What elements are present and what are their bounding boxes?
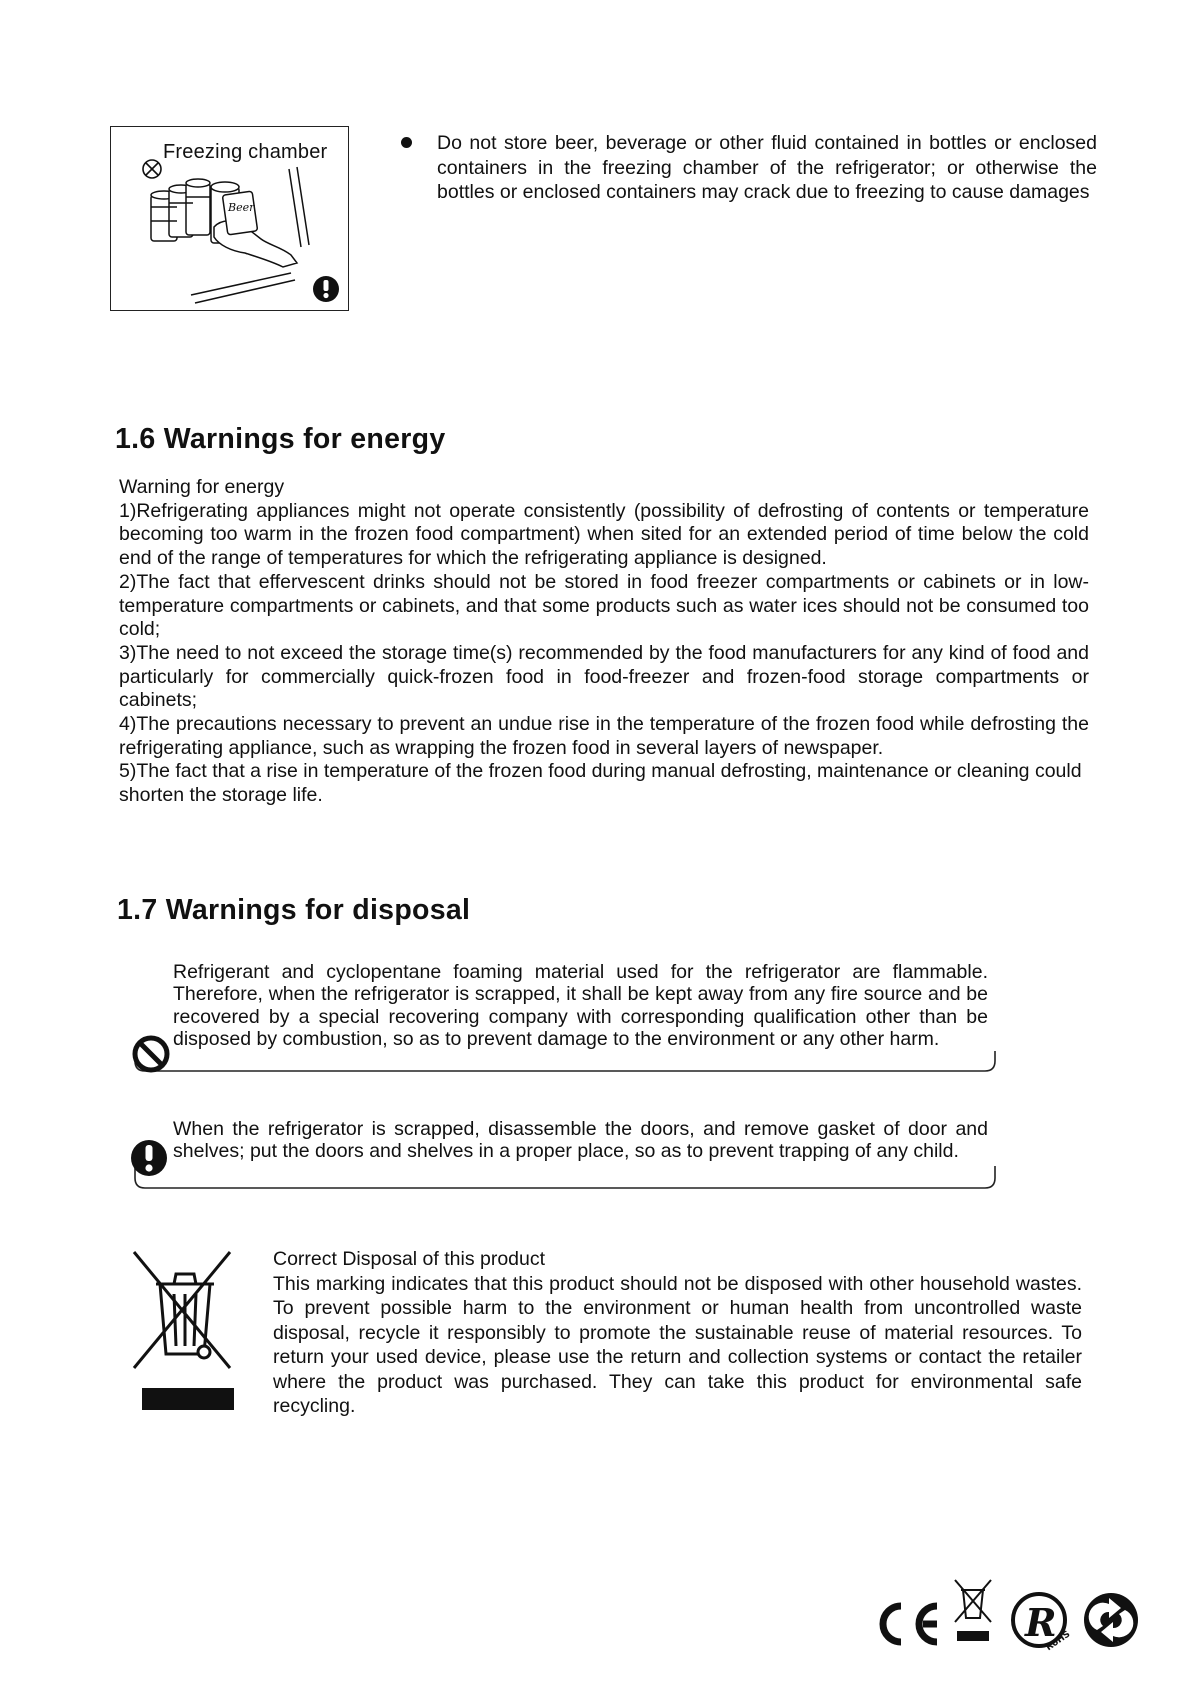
beer-can-label: Beer [228, 201, 255, 214]
energy-warnings [119, 476, 1089, 808]
bullet-dot [401, 137, 412, 148]
ce-mark-icon [883, 1606, 937, 1642]
green-dot-recycle-icon [1084, 1593, 1138, 1647]
correct-disposal-block [273, 1247, 1082, 1419]
prohibited-icon [143, 160, 161, 178]
rohs-icon [1013, 1594, 1072, 1653]
energy-item-5: 5)The fact that a rise in temperature of the frozen food during manual defrosting, maintenance or cleaning could shorten the storage life. [119, 760, 1082, 807]
flammable-warning-text: Refrigerant and cyclopentane foaming material used for the refrigerator are flammable. Therefore, when the refrigerator is scrapped, it shall be kept away from any fire source and be recovered by a special recovering company with corresponding qualification other than be disposed by combustion, so as to prevent damage to the environment or any other harm. [173, 961, 988, 1051]
svg-text:RoHS: RoHS [1044, 1629, 1073, 1654]
weee-small-icon [955, 1580, 991, 1640]
energy-item-3: 3)The need to not exceed the storage time(s) recommended by the food manufacturers for any kind of food and particularly for commercially quick-frozen food in food-freezer and frozen-food storage compartments or cabinets; [119, 641, 1089, 712]
attention-icon [131, 1140, 167, 1176]
child-trap-warning-text: When the refrigerator is scrapped, disassemble the doors, and remove gasket of door and shelves; put the doors and shelves in a proper place, so as to prevent trapping of any child. [173, 1118, 988, 1163]
disposal-heading: 1.7 Warnings for disposal [117, 894, 471, 926]
energy-item-4: 4)The precautions necessary to prevent an undue rise in the temperature of the frozen food while defrosting the refrigerating appliance, such as wrapping the frozen food in several layers of newspaper. [119, 713, 1089, 759]
no-fire-icon [135, 1038, 167, 1070]
energy-subheading: Warning for energy [119, 476, 285, 498]
attention-icon [313, 276, 339, 302]
correct-disposal-title: Correct Disposal of this product [273, 1248, 546, 1270]
flammable-warning-box [127, 961, 999, 1078]
certification-marks [873, 1578, 1143, 1660]
beverage-warning-text: Do not store beer, beverage or other fluid contained in bottles or enclosed containers in the freezing chamber of the refrigerator; or otherwise the bottles or enclosed containers may crack due to freezing to cause damages [437, 132, 1097, 204]
freezing-chamber-label: Freezing chamber [163, 141, 328, 163]
energy-item-1: 1)Refrigerating appliances might not operate consistently (possibility of defrosting of contents or temperature becoming too warm in the frozen food compartment) when sited for an extended period of time below the cold end of the range of temperatures for which the refrigerating appliance is designed. [119, 499, 1089, 570]
child-trap-warning-box [127, 1118, 999, 1193]
energy-item-2: 2)The fact that effervescent drinks should not be stored in food freezer compartments or cabinets or in low-temperature compartments or cabinets, and that some products such as water ices should not be consumed too cold; [119, 570, 1089, 641]
freezing-chamber-illustration [110, 126, 349, 311]
crossed-bin-icon [130, 1248, 240, 1413]
energy-heading: 1.6 Warnings for energy [115, 423, 446, 455]
correct-disposal-text: This marking indicates that this product should not be disposed with other household wastes. To prevent possible harm to the environment or human health from uncontrolled waste disposal, recycle it responsibly to promote the sustainable reuse of material resources. To return your used device, please use the return and collection systems or contact the retailer where the product was purchased. They can take this product for environmental safe recycling. [273, 1272, 1082, 1417]
svg-text:R: R [1025, 1600, 1057, 1645]
